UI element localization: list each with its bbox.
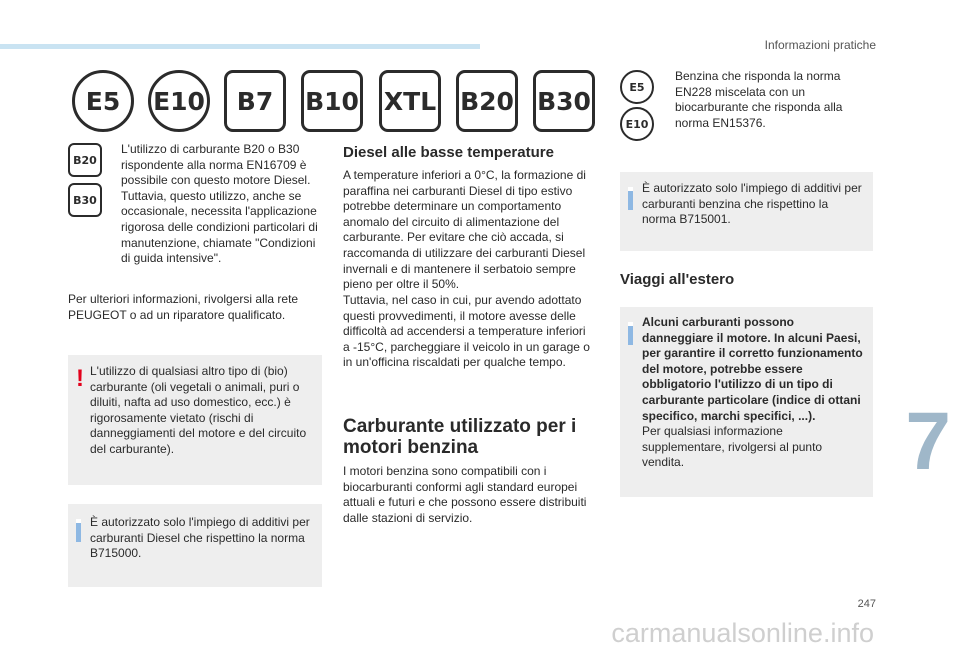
travel-info-box [620,307,873,497]
fuel-badge-e5: E5 [72,70,134,132]
info-icon [628,187,633,210]
section-title: Informazioni pratiche [764,38,876,52]
info-icon [628,322,633,345]
info-icon [76,519,81,542]
petrol-additive-text: È autorizzato solo l'impiego di additivi per carburanti benzina che rispettino la norma B715001. [642,181,862,227]
petrol-heading: Carburante utilizzato per i motori benzina [343,416,577,458]
diesel-heading: Diesel alle basse temperature [343,144,554,161]
warning-box [68,355,322,485]
fuel-badge-b30-small: B30 [68,183,102,217]
petrol-paragraph: I motori benzina sono compatibili con i biocarburanti conformi agli standard europei attuali e futuri e che possono essere distribuiti dalle stazioni di servizio. [343,464,587,525]
fuel-badge-e5-small: E5 [620,70,654,104]
travel-heading: Viaggi all'estero [620,271,735,288]
fuel-badge-e10-small: E10 [620,107,654,141]
warning-text: L'utilizzo di qualsiasi altro tipo di (bio) carburante (oli vegetali o animali, puri o diluiti, nafta ad uso domestico, ecc.) è rigorosamente vietato (rischi di danneggiamenti del motore e del circuito del carburante). [90,364,307,456]
fuel-badge-e10: E10 [148,70,210,132]
diesel-additive-text: È autorizzato solo l'impiego di additivi per carburanti Diesel che rispettino la norma B715000. [90,515,310,561]
fuel-badge-b20: B20 [456,70,518,132]
fuel-badge-b30: B30 [533,70,595,132]
travel-bold-text: Alcuni carburanti possono danneggiare il motore. In alcuni Paesi, per garantire il corretto funzionamento del motore, potrebbe essere obbligatorio l'utilizzo di un tipo di carburante particolare (indice di ottani specifico, marchi specifici, ...). [642,315,863,423]
diesel-additive-info-box [68,504,322,587]
diesel-paragraph-1: A temperature inferiori a 0°C, la formazione di paraffina nei carburanti Diesel di tipo estivo potrebbe determinare un comportamento anomalo del circuito di alimentazione del carburante. Per evitare che ciò accada, si raccomanda di utilizzare dei carburanti Diesel invernali e di mantenere il serbatoio sempre pieno per oltre il 50%. [343,168,586,292]
header-accent-bar [0,44,480,49]
exclamation-icon: ! [76,365,84,392]
page-number: 247 [857,598,876,610]
chapter-number: 7 [905,396,951,487]
info-paragraph: Per ulteriori informazioni, rivolgersi alla rete PEUGEOT o ad un riparatore qualificato. [68,292,299,322]
fuel-badge-b7: B7 [224,70,286,132]
e5-e10-paragraph: Benzina che risponda la norma EN228 miscelata con un biocarburante che risponda alla norma EN15376. [675,69,843,130]
fuel-badge-b20-small: B20 [68,143,102,177]
fuel-badge-xtl: XTL [379,70,441,132]
petrol-additive-info-box [620,172,873,251]
watermark: carmanualsonline.info [611,618,874,648]
fuel-badge-b10: B10 [301,70,363,132]
b20-b30-paragraph: L'utilizzo di carburante B20 o B30 rispondente alla norma EN16709 è possibile con questo motore Diesel. Tuttavia, questo utilizzo, anche se occasionale, necessita l'applicazione rigorosa delle condizioni particolari di manutenzione, chiamate "Condizioni di guida intensive". [121,142,318,266]
travel-normal-text: Per qualsiasi informazione supplementare, rivolgersi al punto vendita. [642,424,823,470]
diesel-paragraph-2: Tuttavia, nel caso in cui, pur avendo adottato questi provvedimenti, il motore avesse delle difficoltà ad accendersi a temperature inferiori a -15°C, parcheggiare il veicolo in un garage o in un'officina riscaldati per qualche tempo. [343,293,590,370]
